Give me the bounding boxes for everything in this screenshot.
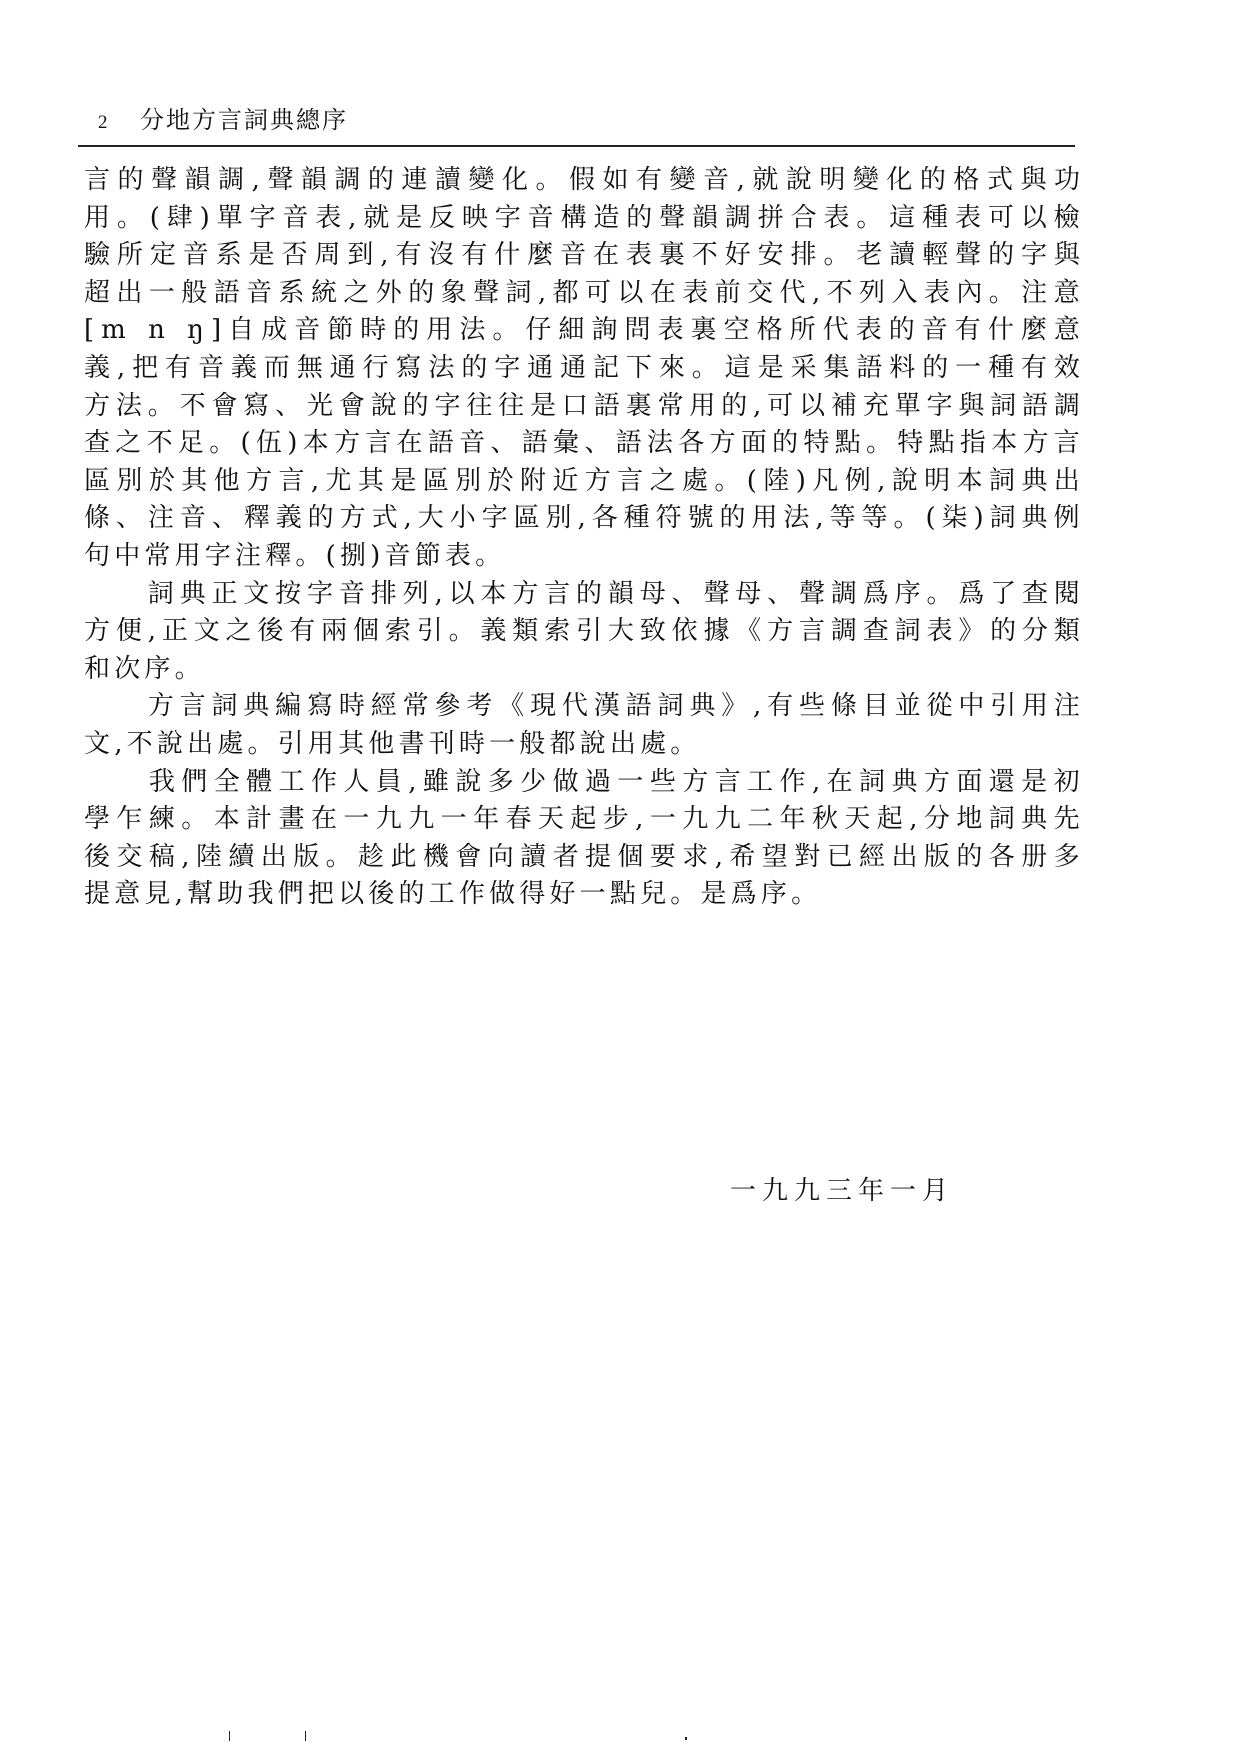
text-line: 條 、 注 音 、 釋 義 的 方 式 , 大 小 字 區 別 , 各 種 符 號 的 用 法 , 等 等 。 ( 柒 ) 詞 典 例 bbox=[84, 503, 1080, 534]
page-header bbox=[98, 100, 348, 132]
text-line: 超 出 一 般 語 音 系 統 之 外 的 象 聲 詞 , 都 可 以 在 表 前 交 代 , 不 列 入 表 內 。 注 意 bbox=[84, 277, 1080, 308]
text-line: 方 言 詞 典 編 寫 時 經 常 參 考 《 現 代 漢 語 詞 典 》 , 有 些 條 目 並 從 中 引 用 注 bbox=[147, 691, 1080, 722]
text-line: 我 們 全 體 工 作 人 員 , 雖 說 多 少 做 過 一 些 方 言 工 作 , 在 詞 典 方 面 還 是 初 bbox=[148, 766, 1080, 797]
text-line: [ m n ŋ ] 自 成 音 節 時 的 用 法 。 仔 細 詢 問 表 裏 空 格 所 代 表 的 音 有 什 麼 意 bbox=[84, 315, 1080, 346]
text-line: 驗 所 定 音 系 是 否 周 到 , 有 沒 有 什 麼 音 在 表 裏 不 好 安 排 。 老 讀 輕 聲 的 字 與 bbox=[84, 240, 1080, 271]
text-line: 詞 典 正 文 按 字 音 排 列 , 以 本 方 言 的 韻 母 、 聲 母 、 聲 調 爲 序 。 爲 了 查 閱 bbox=[147, 578, 1080, 609]
text-line: 區 別 於 其 他 方 言 , 尤 其 是 區 別 於 附 近 方 言 之 處 。 ( 陸 ) 凡 例 , 說 明 本 詞 典 出 bbox=[84, 465, 1080, 496]
scan-mark bbox=[305, 1731, 306, 1741]
text-line: 方 法 。 不 會 寫 、 光 會 說 的 字 往 往 是 口 語 裏 常 用 的 , 可 以 補 充 單 字 與 詞 語 調 bbox=[84, 390, 1080, 421]
scan-mark bbox=[685, 1737, 687, 1740]
text-line: 文,不說出處。引用其他書刊時一般都說出處。 bbox=[84, 728, 701, 759]
text-line: 學 乍 練 。 本 計 畫 在 一 九 九 一 年 春 天 起 步 , 一 九 九 二 年 秋 天 起 , 分 地 詞 典 先 bbox=[84, 804, 1080, 835]
body-text bbox=[84, 162, 1080, 914]
text-line: 用 。 ( 肆 ) 單 字 音 表 , 就 是 反 映 字 音 構 造 的 聲 韻 調 拼 合 表 。 這 種 表 可 以 檢 bbox=[84, 202, 1080, 233]
text-line: 句中常用字注釋。(捌)音節表。 bbox=[84, 540, 506, 571]
header-rule bbox=[78, 145, 1075, 147]
text-line: 和次序。 bbox=[84, 653, 205, 684]
running-title: 分地方言詞典總序 bbox=[140, 106, 348, 134]
text-line: 方 便 , 正 文 之 後 有 兩 個 索 引 。 義 類 索 引 大 致 依 據 《 方 言 調 查 詞 表 》 的 分 類 bbox=[84, 616, 1080, 647]
signature-date: 一九九三年一月 bbox=[730, 1176, 955, 1206]
text-line: 提意見,幫助我們把以後的工作做得好一點兒。是爲序。 bbox=[84, 879, 822, 910]
text-line: 言 的 聲 韻 調 , 聲 韻 調 的 連 讀 變 化 。 假 如 有 變 音 , 就 說 明 變 化 的 格 式 與 功 bbox=[84, 165, 1080, 195]
text-line: 查 之 不 足 。 ( 伍 ) 本 方 言 在 語 音 、 語 彙 、 語 法 各 方 面 的 特 點 。 特 點 指 本 方 言 bbox=[84, 428, 1080, 459]
text-line: 後 交 稿 , 陸 續 出 版 。 趁 此 機 會 向 讀 者 提 個 要 求 , 希 望 對 已 經 出 版 的 各 册 多 bbox=[84, 841, 1080, 872]
page-number: 2 bbox=[98, 112, 108, 133]
text-line: 義 , 把 有 音 義 而 無 通 行 寫 法 的 字 通 通 記 下 來 。 這 是 采 集 語 料 的 一 種 有 效 bbox=[84, 352, 1080, 383]
scan-mark bbox=[229, 1731, 230, 1741]
